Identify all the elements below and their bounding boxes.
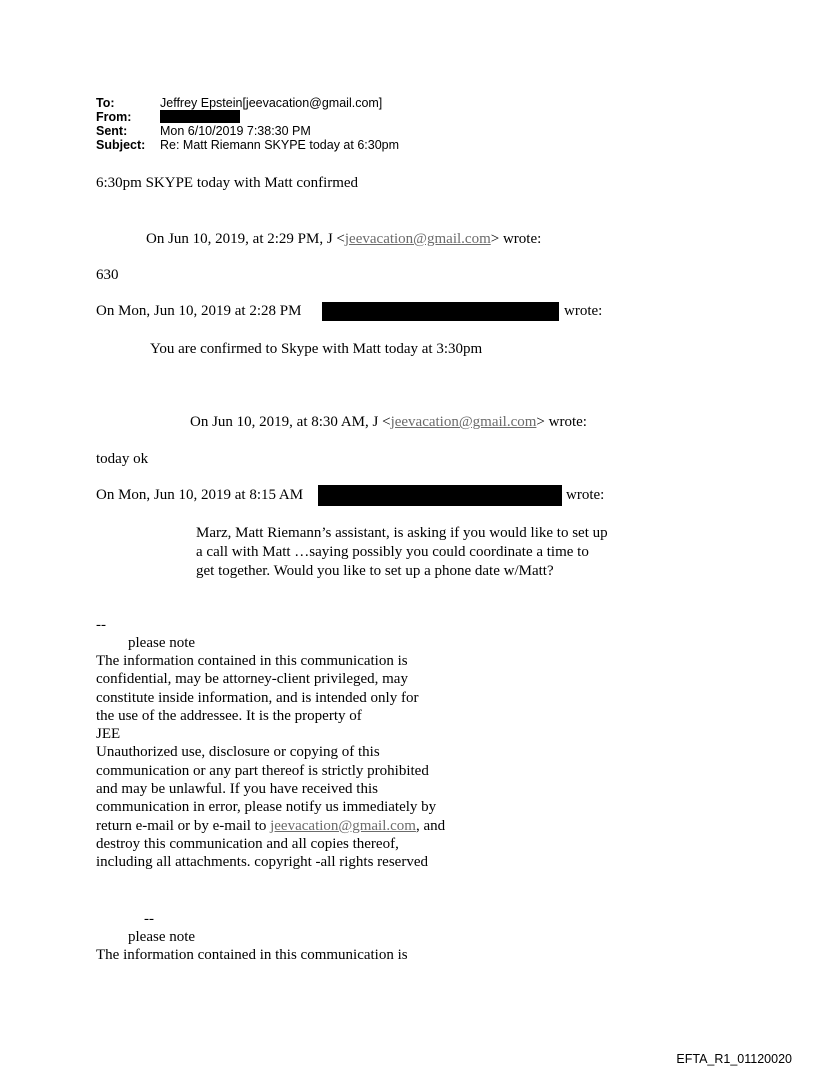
- body-line-confirmed: 6:30pm SKYPE today with Matt confirmed: [96, 175, 359, 191]
- email-link[interactable]: jeevacation@gmail.com: [270, 817, 416, 834]
- quote-header-1-post: > wrote:: [490, 231, 542, 247]
- reply-630: 630: [96, 267, 119, 283]
- sig-dash: --: [144, 911, 154, 927]
- notice-line: constitute inside information, and is intended only for: [96, 689, 419, 706]
- notice-line: confidential, may be attorney-client privileged, may: [96, 671, 408, 688]
- quote-header-2: [96, 302, 301, 321]
- today-ok-line: today ok: [96, 451, 149, 467]
- from-row: [96, 110, 399, 124]
- sent-row: [96, 124, 399, 138]
- marz-line: a call with Matt …saying possibly you could coordinate a time to: [196, 544, 589, 560]
- quote-header-1: [146, 230, 541, 249]
- quote-header-1-pre: On Jun 10, 2019, at 2:29 PM, J <: [146, 231, 345, 247]
- marz-line: get together. Would you like to set up a phone date w/Matt?: [196, 563, 554, 579]
- document-id: EFTA_R1_01120020: [676, 1052, 792, 1066]
- to-value: Jeffrey Epstein[jeevacation@gmail.com]: [160, 96, 383, 110]
- notice-line: including all attachments. copyright -all rights reserved: [96, 854, 428, 871]
- sig-note: please note: [128, 635, 196, 651]
- notice-line: The information contained in this communication is: [96, 653, 408, 669]
- sig-dash: --: [96, 617, 106, 633]
- redaction-bar: [322, 302, 559, 321]
- from-label: From:: [96, 110, 132, 124]
- subject-label: Subject:: [96, 138, 146, 152]
- email-link[interactable]: jeevacation@gmail.com: [390, 414, 537, 430]
- quote-header-2-post: wrote:: [564, 303, 603, 319]
- notice-line: Unauthorized use, disclosure or copying of this: [96, 744, 380, 761]
- redaction-bar: [318, 485, 562, 506]
- to-label: To:: [96, 96, 115, 110]
- confirmed-line: You are confirmed to Skype with Matt today at 3:30pm: [150, 341, 483, 357]
- marz-paragraph: [196, 524, 608, 581]
- to-row: [96, 96, 399, 110]
- notice-line: the use of the addressee. It is the property of: [96, 707, 362, 724]
- notice-line: The information contained in this communication is: [96, 947, 408, 963]
- return-post: , and: [415, 817, 446, 834]
- confidentiality-notice: [96, 652, 445, 872]
- quote-header-4-pre: On Mon, Jun 10, 2019 at 8:15 AM: [96, 487, 304, 503]
- notice-line-return: [96, 817, 445, 835]
- email-header: [96, 96, 399, 152]
- quote-header-2-pre: On Mon, Jun 10, 2019 at 2:28 PM: [96, 303, 302, 319]
- subject-value: Re: Matt Riemann SKYPE today at 6:30pm: [160, 138, 400, 152]
- sent-label: Sent:: [96, 124, 128, 138]
- notice-line: communication or any part thereof is strictly prohibited: [96, 762, 429, 779]
- quote-header-4: [96, 486, 303, 505]
- return-pre: return e-mail or by e-mail to: [96, 817, 271, 834]
- redaction-bar: [160, 110, 240, 123]
- quote-header-3: [190, 413, 587, 432]
- notice-line: destroy this communication and all copies thereof,: [96, 835, 399, 852]
- sig-note: please note: [128, 929, 196, 945]
- quote-header-3-post: > wrote:: [536, 414, 587, 430]
- email-link[interactable]: jeevacation@gmail.com: [344, 231, 491, 247]
- quote-header-3-pre: On Jun 10, 2019, at 8:30 AM, J <: [190, 414, 391, 430]
- subject-row: [96, 138, 399, 152]
- sent-value: Mon 6/10/2019 7:38:30 PM: [160, 124, 311, 138]
- quote-header-4-post: wrote:: [566, 487, 605, 503]
- marz-line: Marz, Matt Riemann’s assistant, is asking if you would like to set up: [196, 525, 608, 541]
- notice-line: communication in error, please notify us immediately by: [96, 799, 437, 816]
- notice-line: and may be unlawful. If you have received this: [96, 781, 378, 798]
- notice-line: JEE: [96, 726, 121, 743]
